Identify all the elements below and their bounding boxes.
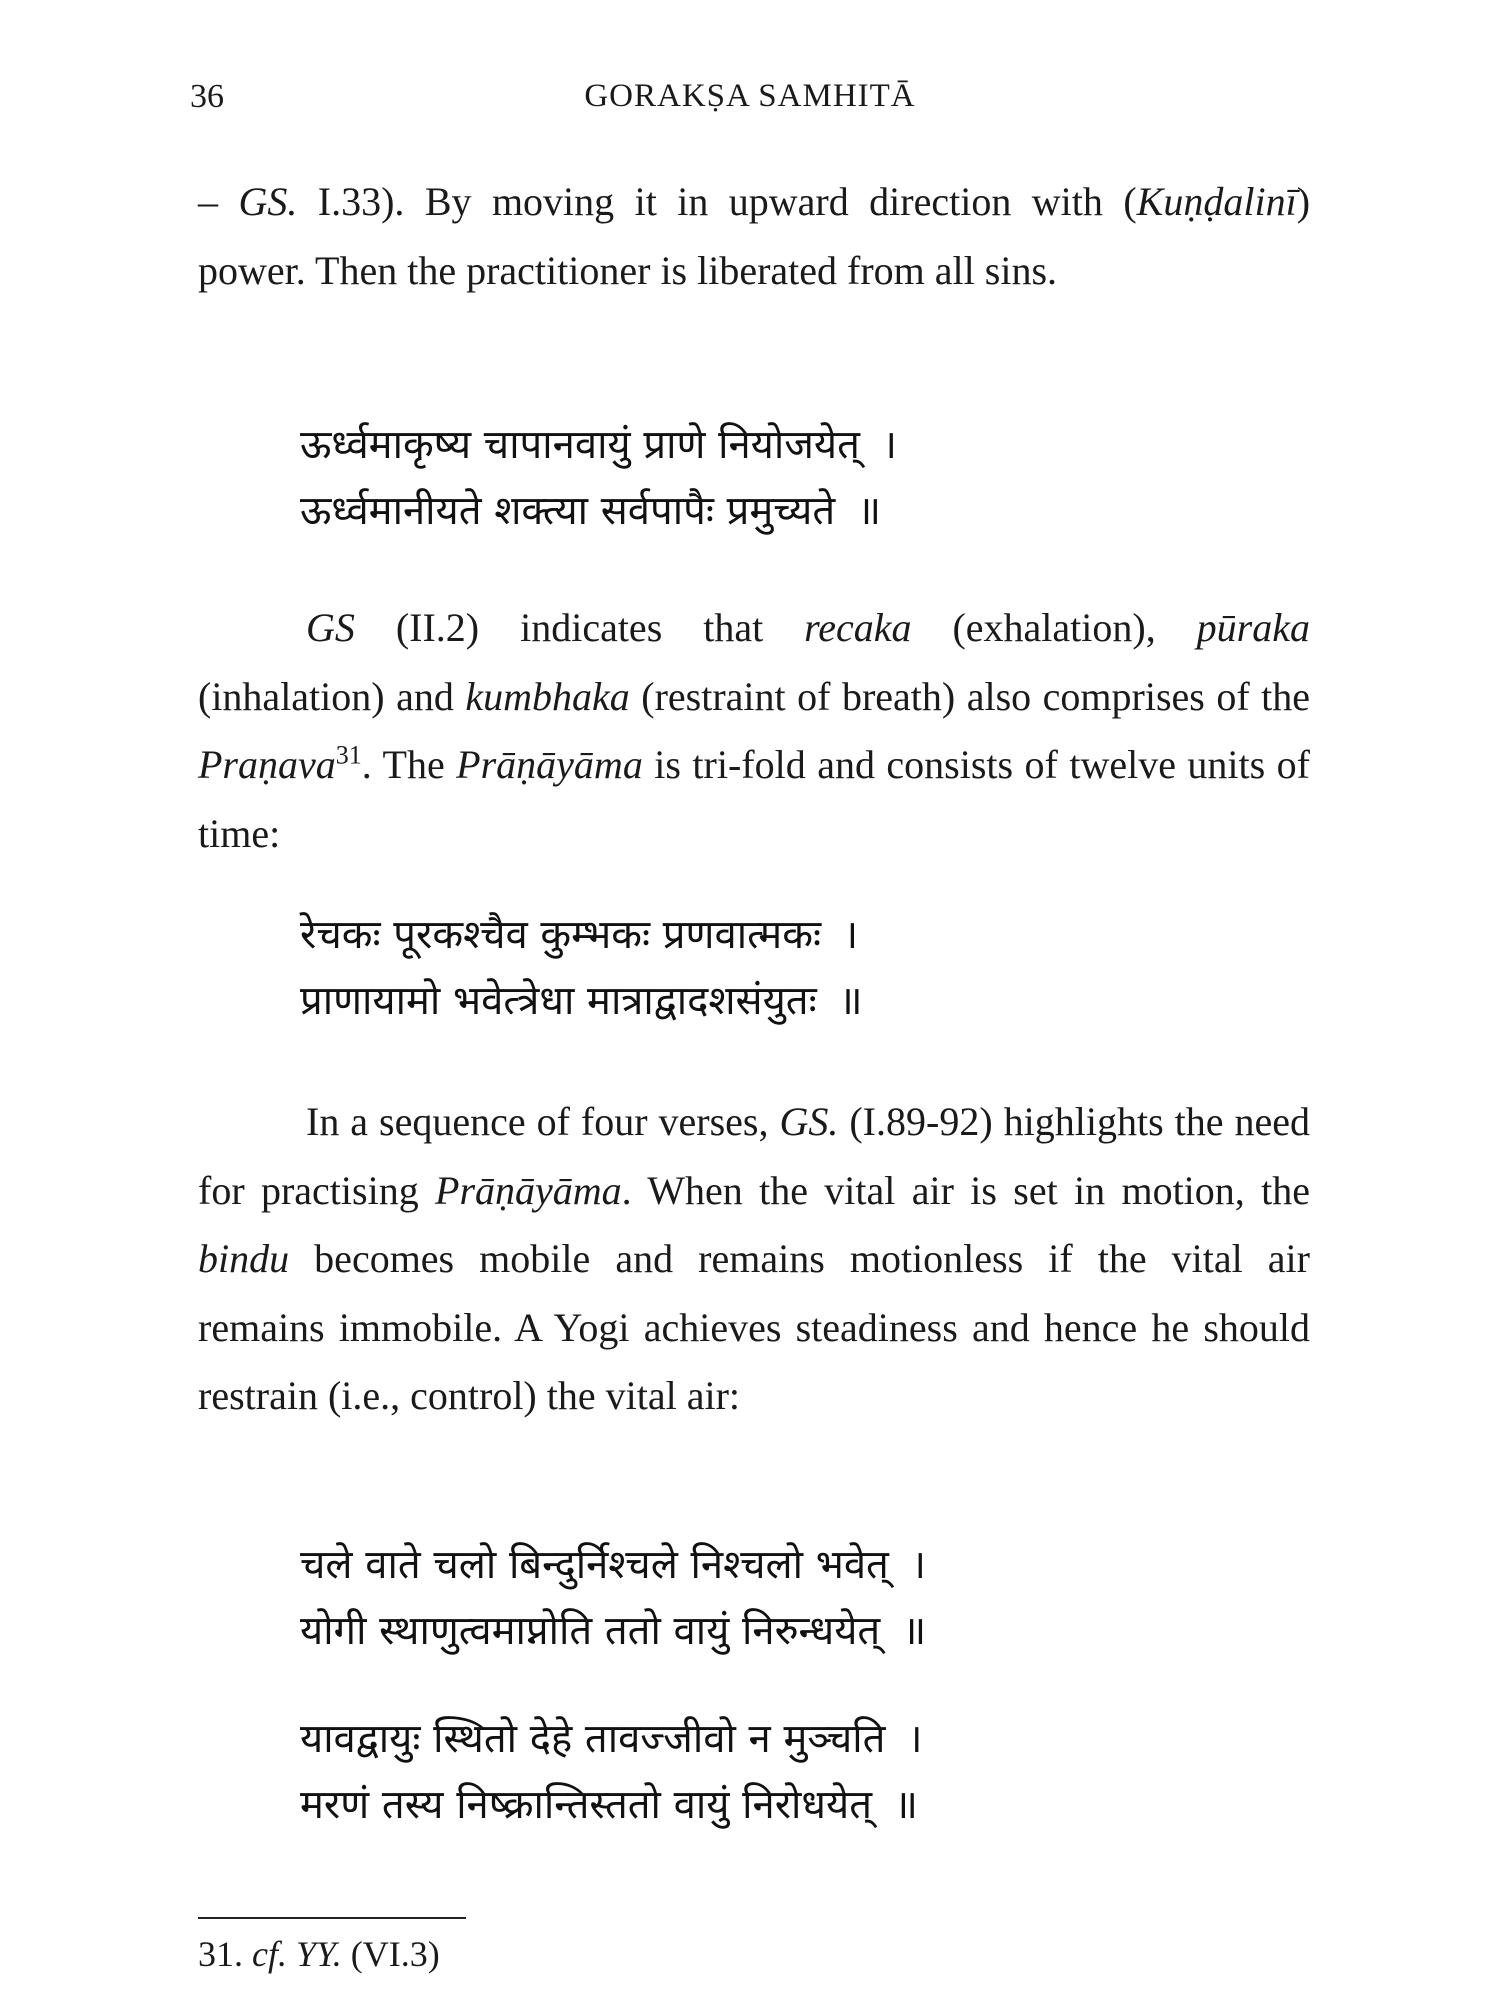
running-title: GORAKṢA SAMHITĀ — [584, 78, 916, 114]
footnote-reference: 31 — [335, 740, 362, 770]
verse-line: चले वाते चलो बिन्दुर्निश्चले निश्चलो भवेत् । — [300, 1542, 927, 1588]
verse-line: ऊर्ध्वमानीयते शक्त्या सर्वपापैः प्रमुच्यते ॥ — [300, 488, 882, 534]
sanskrit-verse-2 — [300, 902, 863, 1034]
page-number: 36 — [190, 78, 224, 115]
verse-line: प्राणायामो भवेत्त्रेधा मात्राद्वादशसंयुतः ॥ — [300, 978, 863, 1024]
paragraph-pranayama-intro: GS (II.2) indicates that recaka (exhalation), pūraka (inhalation) and kumbhaka (restraint of breath) also comprises of the Praṇava$^{31}$. The Prāṇāyāma is tri-fold and consists of twelve units of time: — [198, 605, 1311, 856]
verse-line: योगी स्थाणुत्वमाप्नोति ततो वायुं निरुन्धयेत् ॥ — [300, 1608, 927, 1654]
verse-line: यावद्वायुः स्थितो देहे तावज्जीवो न मुञ्चति । — [300, 1716, 923, 1762]
paragraph-four-verses: In a sequence of four verses, GS. (I.89-92) highlights the need for practising Prāṇāyāma. When the vital air is set in motion, the bindu becomes mobile and remains motionless if the vital air remains immobile. A Yogi achieves steadiness and hence he should restrain (i.e., control) the vital air: — [198, 1099, 1310, 1418]
footnote-separator — [198, 1917, 466, 1919]
sanskrit-verse-1 — [300, 412, 897, 544]
sanskrit-verse-4 — [300, 1706, 923, 1838]
verse-line: मरणं तस्य निष्क्रान्तिस्ततो वायुं निरोधयेत् ॥ — [300, 1782, 918, 1828]
verse-line: रेचकः पूरकश्चैव कुम्भकः प्रणवात्मकः । — [300, 912, 859, 958]
verse-line: ऊर्ध्वमाकृष्य चापानवायुं प्राणे नियोजयेत् । — [300, 422, 898, 468]
footnote-number: 31. — [198, 1934, 243, 1974]
paragraph-continuation: – GS. I.33). By moving it in upward direction with (Kuṇḍalinī) power. Then the practitioner is liberated from all sins. — [198, 179, 1311, 293]
footnote: 31. cf. YY. (VI.3) — [198, 1934, 440, 1974]
sanskrit-verse-3 — [300, 1532, 926, 1664]
